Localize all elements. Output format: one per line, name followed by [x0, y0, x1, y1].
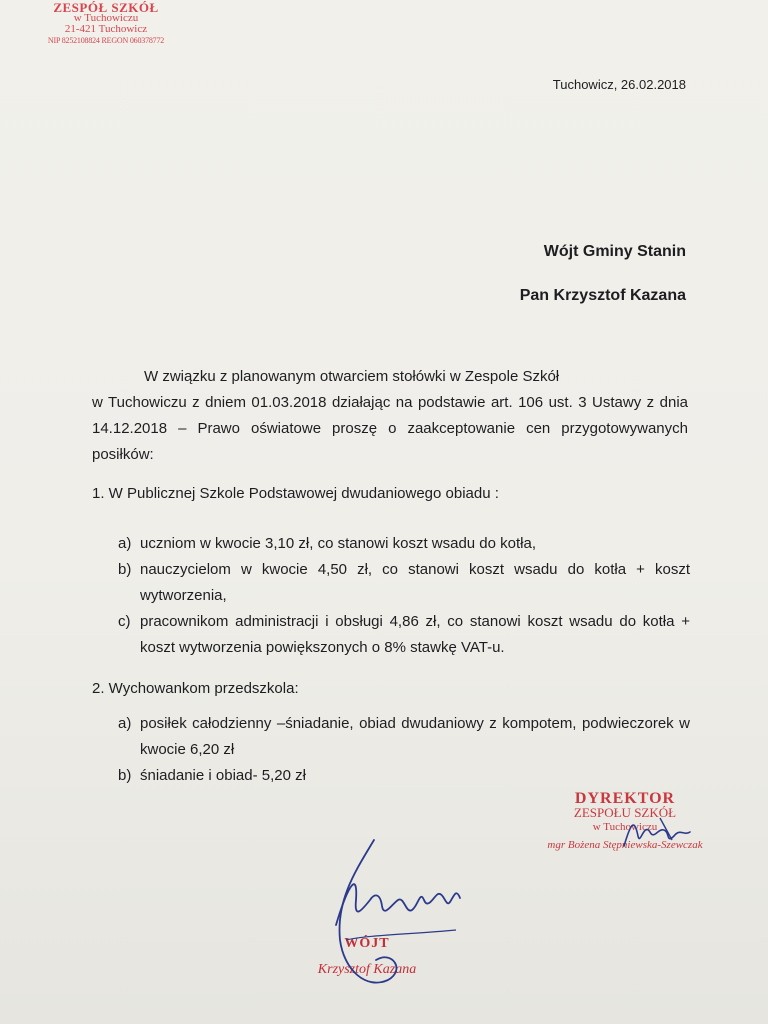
item1-heading: 1. W Publicznej Szkole Podstawowej dwudaniowego obiadu : [92, 485, 499, 502]
recipient-line1: Wójt Gminy Stanin [543, 243, 686, 260]
school-stamp-line3: 21-421 Tuchowicz [64, 23, 148, 35]
approval-handwriting-icon [296, 830, 496, 1010]
wojt-stamp-name: Krzysztof Kazana [317, 962, 417, 977]
sub-text: nauczycielom w kwocie 4,50 zł, co stanowi koszt wsadu do kotła + koszt wytworzenia, [140, 561, 690, 604]
letter-date: Tuchowicz, 26.02.2018 [552, 77, 686, 92]
item2-sub-b [118, 763, 690, 789]
item1-sub-b [118, 557, 690, 609]
director-stamp-title: DYREKTOR [574, 790, 676, 807]
sub-text: posiłek całodzienny –śniadanie, obiad dwudaniowy z kompotem, podwieczorek w kwocie 6,20 zł [140, 715, 690, 758]
school-stamp [36, 2, 176, 46]
item2-sub-a [118, 711, 690, 763]
intro-rest: w Tuchowiczu z dniem 01.03.2018 działając na podstawie art. 106 ust. 3 Ustawy z dnia 14.12.2018 – Prawo oświatowe proszę o zaakceptowanie cen przygotowywanych posiłków: [92, 394, 688, 463]
intro-first-line: W związku z planowanym otwarciem stołówki w Zespole Szkół [144, 368, 560, 385]
sub-text: śniadanie i obiad- 5,20 zł [140, 767, 306, 784]
director-stamp-name: mgr Bożena Stępniewska-Szewczak [547, 839, 703, 851]
director-stamp-line2: ZESPOŁU SZKÓŁ [573, 805, 677, 820]
recipient-line2: Pan Krzysztof Kazana [519, 287, 686, 304]
sub-letter: a) [118, 715, 132, 732]
director-stamp-line3: w Tuchowiczu [592, 821, 658, 833]
school-stamp-line1: ZESPÓŁ SZKÓŁ [53, 0, 159, 15]
sub-text: pracownikom administracji i obsługi 4,86 zł, co stanowi koszt wsadu do kotła + koszt wytworzenia powiększonych o 8% stawkę VAT-u. [140, 613, 690, 656]
item1-sub-a [118, 531, 690, 557]
sub-letter: b) [118, 561, 132, 578]
director-signature-icon [620, 806, 710, 856]
sub-letter: b) [118, 767, 132, 784]
item1-sub-c [118, 609, 690, 661]
intro-paragraph [92, 364, 688, 468]
sub-letter: c) [118, 613, 131, 630]
school-stamp-line2: w Tuchowiczu [73, 12, 139, 24]
item2-heading: 2. Wychowankom przedszkola: [92, 680, 299, 697]
wojt-stamp-title: WÓJT [344, 936, 390, 951]
sub-text: uczniom w kwocie 3,10 zł, co stanowi koszt wsadu do kotła, [140, 535, 537, 552]
sub-letter: a) [118, 535, 132, 552]
school-stamp-line4: NIP 8252108824 REGON 060378772 [47, 36, 165, 45]
